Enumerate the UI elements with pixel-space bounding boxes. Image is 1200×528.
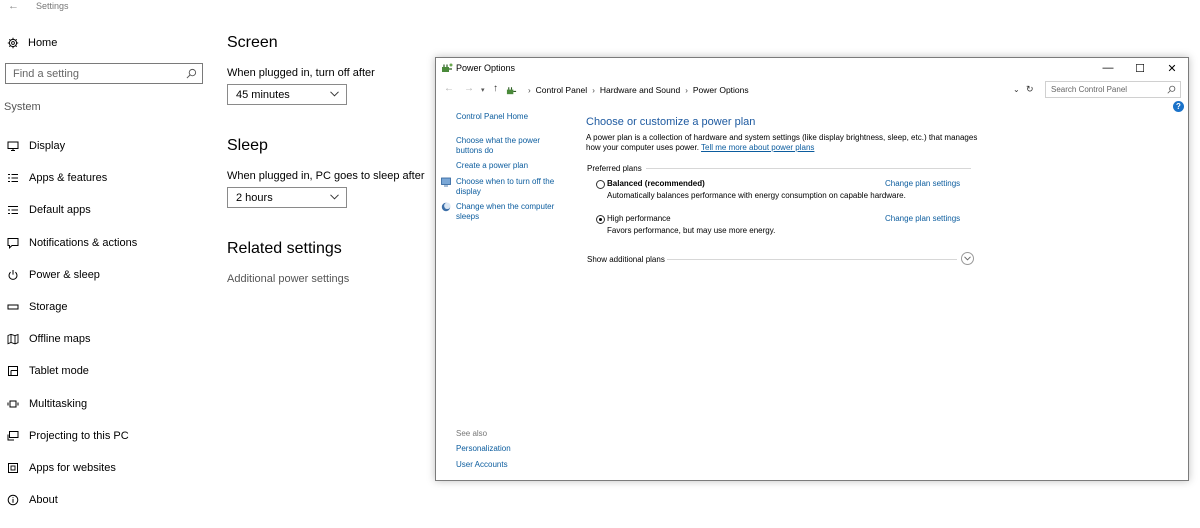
power-options-window (435, 57, 1189, 481)
nav-item-label: Power & sleep (29, 268, 100, 281)
gear-icon (6, 36, 20, 50)
nav-item-storage[interactable] (6, 291, 216, 323)
nav-item-default-apps[interactable] (6, 194, 216, 226)
close-button[interactable]: ✕ (1167, 62, 1177, 75)
nav-item-label: Notifications & actions (29, 236, 138, 249)
plan-name[interactable]: Balanced (recommended) (607, 179, 705, 188)
chevron-down-icon (330, 194, 339, 200)
additional-power-settings-link[interactable]: Additional power settings (227, 273, 350, 285)
nav-item-label: Apps for websites (29, 461, 116, 474)
nav-item-label: Projecting to this PC (29, 429, 129, 442)
nav-item-label: Multitasking (29, 397, 88, 410)
map-icon (6, 332, 20, 346)
control-panel-home-link[interactable]: Control Panel Home (456, 112, 529, 121)
refresh-icon[interactable]: ↻ (1026, 84, 1034, 94)
search-icon (186, 68, 197, 79)
breadcrumb-control-panel[interactable]: Control Panel (535, 85, 588, 95)
search-icon (1167, 85, 1176, 94)
plan-desc: Favors performance, but may use more energy. (607, 226, 776, 235)
nav-item-label: Tablet mode (29, 365, 89, 378)
nav-item-label: About (29, 494, 58, 507)
chevron-down-icon (964, 256, 971, 261)
divider (646, 168, 971, 169)
power-options-icon (441, 62, 453, 74)
forward-button[interactable]: → (464, 83, 474, 94)
maximize-button[interactable]: ☐ (1135, 62, 1145, 75)
nav-item-label: Apps & features (29, 172, 108, 185)
change-plan-settings-link[interactable]: Change plan settings (885, 214, 961, 223)
create-power-plan-link[interactable]: Create a power plan (456, 161, 529, 170)
nav-item-label: Offline maps (29, 333, 91, 346)
project-icon (6, 429, 20, 443)
nav-item-offline-maps[interactable] (6, 323, 216, 355)
find-setting-placeholder: Find a setting (13, 68, 80, 80)
address-row (436, 80, 1188, 100)
drive-icon (6, 300, 20, 314)
screen-off-value: 45 minutes (236, 89, 290, 101)
computer-sleeps-link[interactable]: Change when the computer sleeps (456, 202, 555, 221)
back-button[interactable]: ← (444, 83, 454, 94)
search-control-panel-placeholder: Search Control Panel (1051, 85, 1128, 94)
power-buttons-link[interactable]: Choose what the power buttons do (456, 136, 541, 155)
info-icon (6, 493, 20, 507)
high-performance-radio[interactable] (596, 215, 605, 224)
monitor-icon (6, 139, 20, 153)
sleep-moon-icon (441, 202, 451, 212)
nav-item-notifications[interactable] (6, 227, 216, 259)
plan-desc: Automatically balances performance with energy consumption on capable hardware. (607, 191, 906, 200)
balanced-radio[interactable] (596, 180, 605, 189)
settings-nav (6, 130, 216, 516)
breadcrumb-power-options[interactable]: Power Options (692, 85, 749, 95)
plan-name[interactable]: High performance (607, 214, 671, 223)
help-icon[interactable]: ? (1173, 101, 1184, 112)
left-pane (436, 108, 576, 478)
expand-plans-button[interactable] (961, 252, 974, 265)
nav-item-apps-websites[interactable] (6, 452, 216, 484)
web-apps-icon (6, 461, 20, 475)
message-icon (6, 236, 20, 250)
sleep-heading: Sleep (227, 137, 268, 154)
chevron-down-icon (330, 91, 339, 97)
divider (667, 259, 957, 260)
breadcrumb-separator-icon: › (528, 85, 531, 95)
sleep-value: 2 hours (236, 192, 273, 204)
default-list-icon (6, 203, 20, 217)
power-icon (6, 268, 20, 282)
settings-title: Settings (36, 1, 69, 11)
nav-item-tablet-mode[interactable] (6, 355, 216, 387)
nav-home-label: Home (28, 37, 58, 49)
preferred-plans-label: Preferred plans (587, 164, 642, 173)
sleep-label: When plugged in, PC goes to sleep after (227, 170, 425, 182)
plan-description-text: A power plan is a collection of hardware and system settings (like display brightness, sleep, etc.) that manages how your computer uses power. (586, 133, 978, 152)
screen-off-dropdown[interactable] (227, 84, 347, 105)
find-setting-input[interactable] (5, 63, 203, 84)
nav-item-apps-features[interactable] (6, 162, 216, 194)
related-settings-heading: Related settings (227, 240, 342, 257)
nav-item-display[interactable] (6, 130, 216, 162)
display-shield-icon (441, 177, 451, 187)
sleep-dropdown[interactable] (227, 187, 347, 208)
nav-item-label: Default apps (29, 204, 91, 217)
nav-item-about[interactable] (6, 484, 216, 516)
power-window-title: Power Options (456, 63, 516, 73)
nav-home[interactable] (6, 35, 57, 51)
up-button[interactable]: ↑ (493, 83, 498, 94)
user-accounts-link[interactable]: User Accounts (456, 460, 508, 469)
search-control-panel-input[interactable] (1045, 81, 1181, 98)
nav-section-system: System (4, 101, 41, 113)
turn-off-display-link[interactable]: Choose when to turn off the display (456, 177, 555, 196)
nav-item-multitasking[interactable] (6, 388, 216, 420)
list-icon (6, 171, 20, 185)
power-titlebar (436, 58, 1188, 80)
minimize-button[interactable]: — (1102, 62, 1114, 74)
breadcrumb-hardware-sound[interactable]: Hardware and Sound (599, 85, 681, 95)
see-also-label: See also (456, 429, 488, 438)
address-bar[interactable] (506, 82, 1037, 98)
tablet-icon (6, 364, 20, 378)
change-plan-settings-link[interactable]: Change plan settings (885, 179, 961, 188)
plan-description (586, 133, 981, 153)
screen-heading: Screen (227, 34, 278, 51)
breadcrumb-separator-icon: › (592, 85, 595, 95)
back-arrow-icon[interactable]: ← (8, 0, 19, 12)
personalization-link[interactable]: Personalization (456, 444, 511, 453)
nav-item-power-sleep[interactable] (6, 259, 216, 291)
tell-me-more-link[interactable]: Tell me more about power plans (701, 143, 815, 152)
nav-item-label: Storage (29, 301, 68, 314)
nav-item-projecting[interactable] (6, 420, 216, 452)
breadcrumb-separator-icon: › (685, 85, 688, 95)
multitask-icon (6, 397, 20, 411)
recent-locations-chevron-icon[interactable]: ▾ (481, 87, 485, 94)
show-additional-plans-label[interactable]: Show additional plans (587, 255, 665, 264)
settings-titlebar (0, 0, 430, 14)
page-title: Choose or customize a power plan (586, 116, 756, 128)
screen-off-label: When plugged in, turn off after (227, 67, 375, 79)
address-dropdown-icon[interactable]: ⌄ (1013, 85, 1020, 94)
control-panel-icon (506, 85, 517, 96)
nav-item-label: Display (29, 140, 66, 153)
